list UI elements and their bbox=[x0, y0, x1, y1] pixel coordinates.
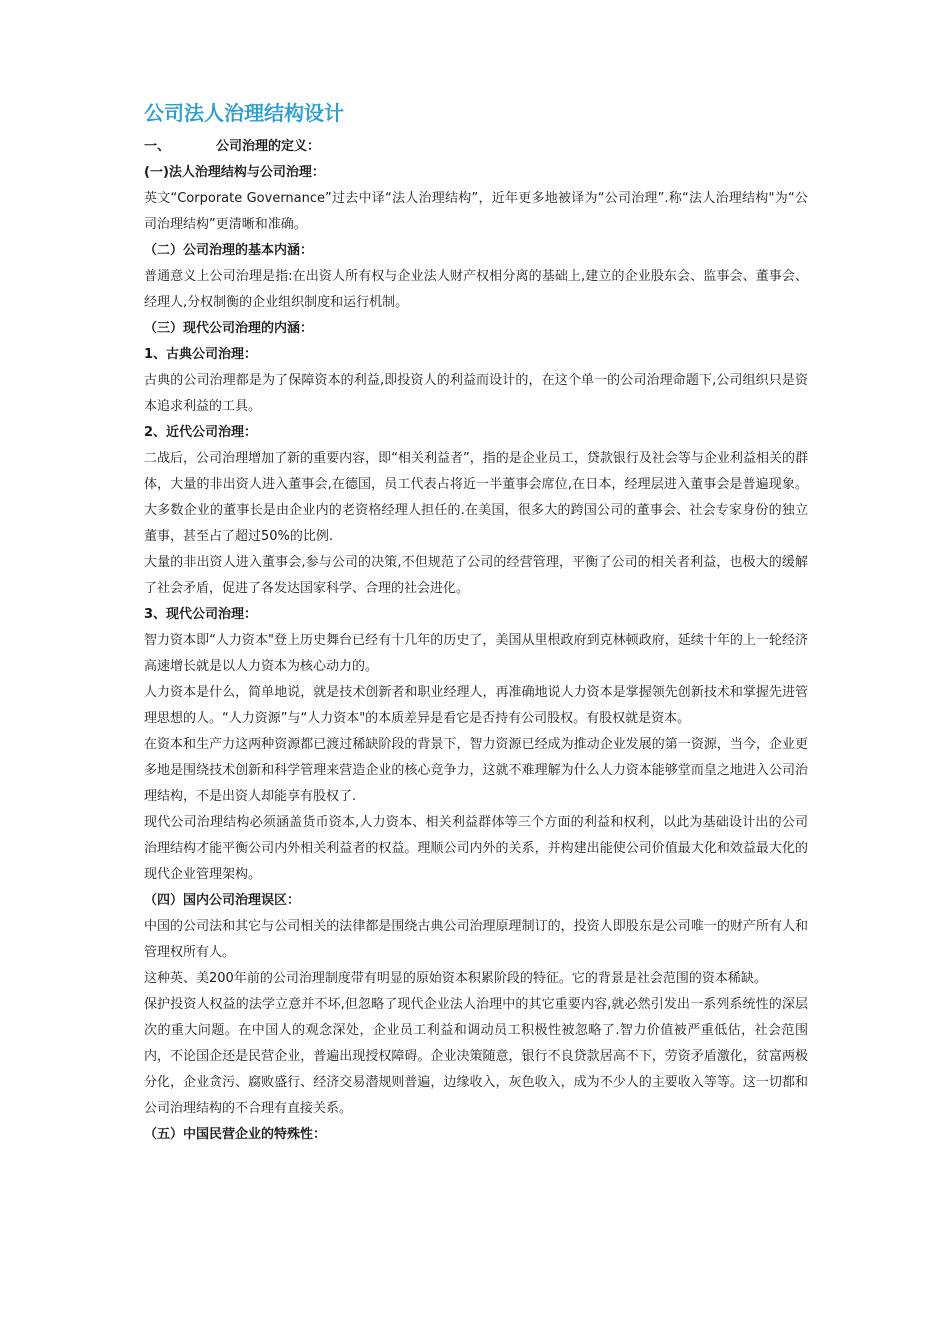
subsection-heading: （五）中国民营企业的特殊性： bbox=[144, 1127, 327, 1142]
section-number: 一、 bbox=[144, 139, 171, 154]
subsection-heading: 3、现代公司治理： bbox=[144, 607, 258, 622]
body-paragraph: 普通意义上公司治理是指:在出资人所有权与企业法人财产权相分离的基础上,建立的企业股东会、监事会、董事会、经理人,分权制衡的企业组织制度和运行机制。 bbox=[144, 269, 808, 310]
subsection-heading: （四）国内公司治理误区： bbox=[144, 893, 301, 908]
subsection-heading: 1、古典公司治理： bbox=[144, 347, 258, 362]
document-body bbox=[144, 134, 808, 1148]
subsection-heading: 2、近代公司治理： bbox=[144, 425, 258, 440]
subsection-heading: （二）公司治理的基本内涵： bbox=[144, 243, 314, 258]
section-heading-text: 公司治理的定义： bbox=[216, 139, 321, 154]
subsection-heading: （三）现代公司治理的内涵： bbox=[144, 321, 314, 336]
body-paragraph: 在资本和生产力这两种资源都已渡过稀缺阶段的背景下，智力资源已经成为推动企业发展的第一资源，当今，企业更多地是围绕技术创新和科学管理来营造企业的核心竞争力，这就不难理解为什么人力资本能够堂而皇之地进入公司治理结构，不是出资人却能享有股权了. bbox=[144, 737, 808, 804]
body-paragraph: 大量的非出资人进入董事会,参与公司的决策,不但规范了公司的经营管理，平衡了公司的相关者利益，也极大的缓解了社会矛盾，促进了各发达国家科学、合理的社会进化。 bbox=[144, 555, 808, 596]
body-paragraph: 保护投资人权益的法学立意并不坏,但忽略了现代企业法人治理中的其它重要内容,就必然引发出一系列系统性的深层次的重大问题。在中国人的观念深处，企业员工利益和调动员工积极性被忽略了.智力价值被严重低估，社会范围内，不论国企还是民营企业，普遍出现授权障碍。企业决策随意，银行不良贷款居高不下，劳资矛盾激化，贫富两极分化，企业贪污、腐败盛行、经济交易潜规则普遍，边缘收入，灰色收入，成为不少人的主要收入等等。这一切都和公司治理结构的不合理有直接关系。 bbox=[144, 997, 808, 1116]
body-paragraph: 智力资本即“人力资本"登上历史舞台已经有十几年的历史了，美国从里根政府到克林顿政府，延续十年的上一轮经济高速增长就是以人力资本为核心动力的。 bbox=[144, 633, 808, 674]
subsection-heading: (一)法人治理结构与公司治理： bbox=[144, 165, 325, 180]
body-paragraph: 二战后，公司治理增加了新的重要内容，即“相关利益者”，指的是企业员工，贷款银行及社会等与企业利益相关的群体，大量的非出资人进入董事会,在德国，员工代表占将近一半董事会席位,在日本，经理层进入董事会是普遍现象。大多数企业的董事长是由企业内的老资格经理人担任的.在美国，很多大的跨国公司的董事会、社会专家身份的独立董事，甚至占了超过50%的比例. bbox=[144, 451, 808, 544]
body-paragraph: 古典的公司治理都是为了保障资本的利益,即投资人的利益而设计的，在这个单一的公司治理命题下,公司组织只是资本追求利益的工具。 bbox=[144, 373, 808, 414]
body-paragraph: 这种英、美200年前的公司治理制度带有明显的原始资本积累阶段的特征。它的背景是社会范围的资本稀缺。 bbox=[144, 971, 767, 986]
document-page bbox=[144, 96, 808, 1148]
body-paragraph: 人力资本是什么，简单地说，就是技术创新者和职业经理人，再准确地说人力资本是掌握领先创新技术和掌握先进管理思想的人。“人力资源”与“人力资本"的本质差异是看它是否持有公司股权。有股权就是资本。 bbox=[144, 685, 808, 726]
body-paragraph: 英文“Corporate Governance”过去中译“法人治理结构”，近年更多地被译为“公司治理”.称“法人治理结构"为“公司治理结构”更清晰和准确。 bbox=[144, 191, 808, 232]
section-heading bbox=[144, 134, 808, 160]
document-title: 公司法人治理结构设计 bbox=[144, 101, 344, 125]
body-paragraph: 中国的公司法和其它与公司相关的法律都是围绕古典公司治理原理制订的，投资人即股东是公司唯一的财产所有人和管理权所有人。 bbox=[144, 919, 808, 960]
body-paragraph: 现代公司治理结构必须涵盖货币资本,人力资本、相关利益群体等三个方面的利益和权利，以此为基础设计出的公司治理结构才能平衡公司内外相关利益者的权益。理顺公司内外的关系，并构建出能使公司价值最大化和效益最大化的现代企业管理架构。 bbox=[144, 815, 808, 882]
